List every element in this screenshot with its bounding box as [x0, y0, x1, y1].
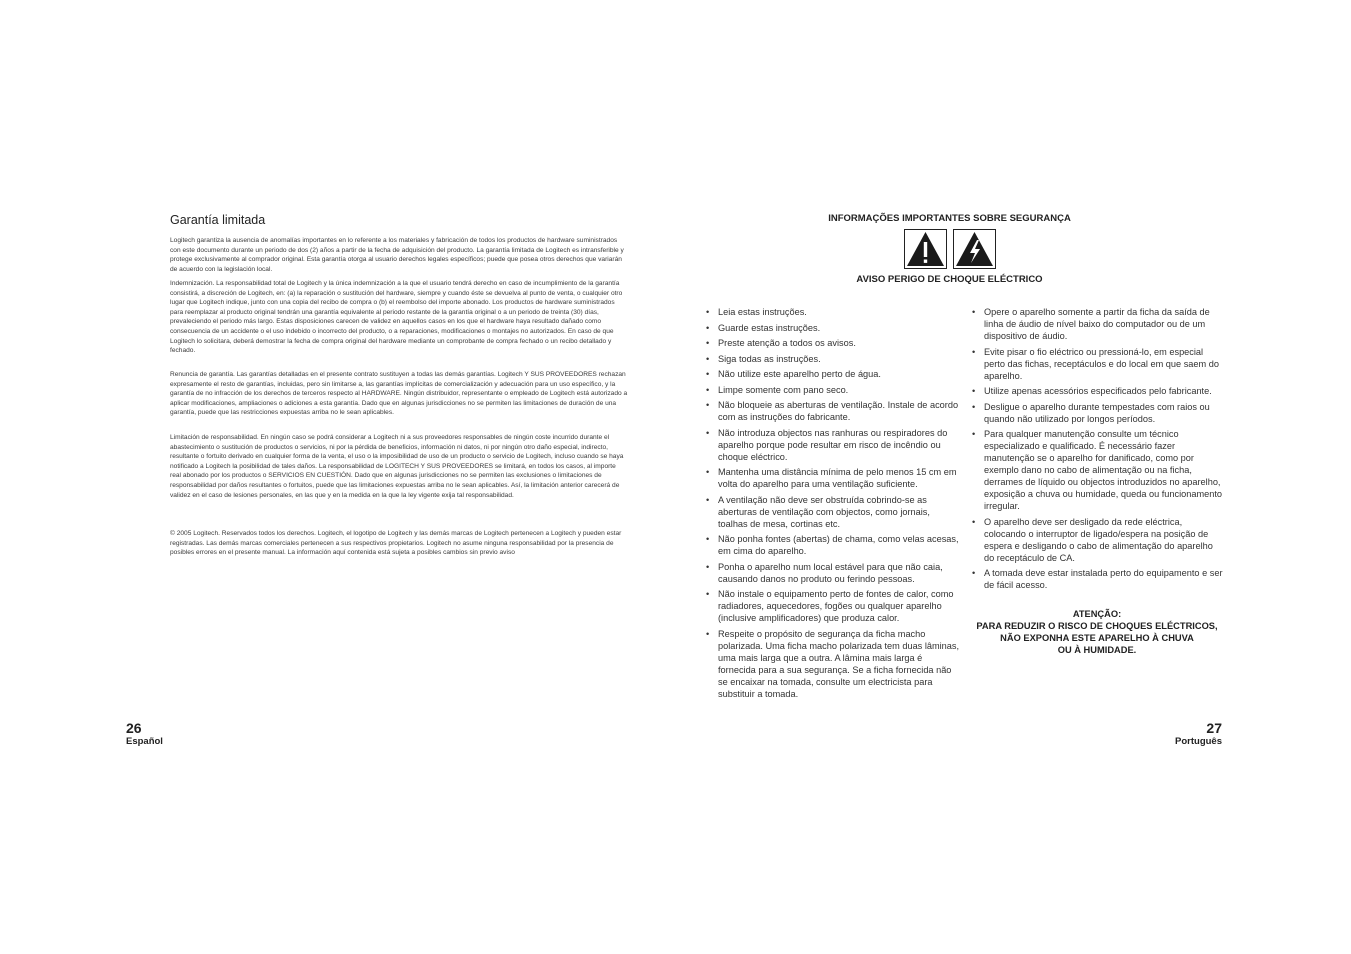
attention-notice: [965, 608, 1229, 656]
list-item: • Para qualquer manutenção consulte um técnico especializado e qualificado. É necessário fazer manutenção se o aparelho for danificado, como por exemplo dano no cabo de alimentação ou na ficha, derrames de líquido ou objectos introduzidos no aparelho, exposição a chuva ou humidade, queda ou funcionamento irregular.: [972, 428, 1224, 512]
warning-icons: [904, 229, 998, 271]
page-number-right: [1175, 720, 1222, 748]
page-number: 27: [1206, 720, 1222, 736]
list-item: • O aparelho deve ser desligado da rede eléctrica, colocando o interruptor de ligado/espera na posição de espera e desligando o cabo de alimentação do aparelho do receptáculo de CA.: [972, 516, 1224, 564]
warranty-paragraph-liability: Limitación de responsabilidad. En ningún caso se podrá considerar a Logitech ni a sus proveedores responsables de ningún coste incurrido durante el abastecimiento o sustitución de productos o servicios, ni por la pérdida de beneficios, información ni datos, ni por ningún otro daño especial, indirecto, resultante o fortuito derivado en cualquier forma de la venta, el uso o la imposibilidad de uso de un producto o servicio de Logitech, incluso cuando se haya notificado a Logitech la posibilidad de tales daños. La responsabilidad de LOGITECH Y SUS PROVEEDORES se limitará, en todos los casos, al importe real abonado por los productos o SERVICIOS EN CUESTIÓN. Dado que en algunas jurisdicciones no se permiten las exclusiones o limitaciones de responsabilidad por daños resultantes o fortuitos, puede que las limitaciones expuestas arriba no le sean aplicables. Así, la limitación anterior carecerá de validez en el caso de lesiones personales, en las que y en la medida en la que la ley vigente exija tal responsabilidad.: [170, 434, 624, 499]
page-number: 26: [126, 720, 142, 736]
list-item: • Evite pisar o fio eléctrico ou pressioná-lo, em especial perto das fichas, receptáculos e do local em que saem do aparelho.: [972, 346, 1224, 382]
list-item: • Opere o aparelho somente a partir da ficha da saída de linha de áudio de nível baixo do computador ou de um dispositivo de áudio.: [972, 306, 1224, 342]
list-item: • Não introduza objectos nas ranhuras ou respiradores do aparelho porque pode resultar em risco de incêndio ou choque eléctrico.: [706, 427, 962, 463]
list-item: • Respeite o propósito de segurança da ficha macho polarizada. Uma ficha macho polarizada tem duas lâminas, uma mais larga que a outra. A lâmina mais larga é fornecida para a sua segurança. Se a ficha fornecida não se encaixar na tomada, consulte um electricista para substituir a tomada.: [706, 628, 962, 700]
list-item: • Não instale o equipamento perto de fontes de calor, como radiadores, aquecedores, fogões ou qualquer aparelho (inclusive amplificadores) que produza calor.: [706, 588, 962, 624]
list-item: • Não utilize este aparelho perto de água.: [706, 368, 962, 380]
safety-list-column-1: [706, 306, 962, 703]
safety-title: INFORMAÇÕES IMPORTANTES SOBRE SEGURANÇA: [828, 213, 1071, 224]
list-item: • Limpe somente com pano seco.: [706, 384, 962, 396]
right-page-portuguese: [675, 0, 1351, 954]
left-page-spanish: [0, 0, 675, 954]
page-language: Español: [126, 736, 163, 747]
list-item: • Leia estas instruções.: [706, 306, 962, 318]
list-item: • A ventilação não deve ser obstruída cobrindo-se as aberturas de ventilação com objectos, como jornais, toalhas de mesa, cortinas etc.: [706, 494, 962, 530]
list-item: • Preste atenção a todos os avisos.: [706, 337, 962, 349]
lightning-triangle-icon: [953, 229, 996, 269]
list-item: • Não bloqueie as aberturas de ventilação. Instale de acordo com as instruções do fabricante.: [706, 399, 962, 423]
attention-line: ATENÇÃO:: [1072, 609, 1122, 619]
list-item: • Guarde estas instruções.: [706, 322, 962, 334]
list-item: • A tomada deve estar instalada perto do equipamento e ser de fácil acesso.: [972, 567, 1224, 591]
copyright-paragraph: © 2005 Logitech. Reservados todos los derechos. Logitech, el logotipo de Logitech y las demás marcas de Logitech pertenecen a Logitech y pueden estar registradas. Las demás marcas comerciales pertenecen a sus respectivos propietarios. Logitech no asume ninguna responsabilidad por la presencia de posibles errores en el presente manual. La información aquí contenida está sujeta a posibles cambios sin previo aviso: [170, 530, 622, 557]
warranty-paragraph-intro: Logitech garantiza la ausencia de anomalías importantes en lo referente a los materiales y fabricación de todos los productos de hardware suministrados con este documento durante un periodo de dos (2) años a partir de la fecha de adquisición del producto. La garantía limitada de Logitech es intransferible y protege exclusivamente al comprador original. Esta garantía otorga al usuario derechos legales específicos; puede que posea otros derechos que variarán de acuerdo con la legislación local.: [170, 237, 624, 273]
warranty-title: Garantía limitada: [170, 213, 266, 227]
warranty-paragraph-disclaimer: Renuncia de garantía. Las garantías detalladas en el presente contrato sustituyen a todas las demás garantías. Logitech Y SUS PROVEEDORES rechazan expresamente el resto de garantías, incluidas, pero sin limitarse a, las garantías implícitas de comercialización y adecuación para un uso específico, y la garantía de no infracción de los derechos de terceros respecto al HARDWARE. Ningún distribuidor, representante o empleado de Logitech está autorizado a aplicar modificaciones, ampliaciones o adiciones a esta garantía. Dado que en algunas jurisdicciones no se permiten las limitaciones de duración de una garantía, puede que las restricciones expuestas arriba no le sean aplicables.: [170, 371, 628, 417]
list-item: • Utilize apenas acessórios especificados pelo fabricante.: [972, 385, 1224, 397]
warranty-paragraph-indemnization: Indemnización. La responsabilidad total de Logitech y la única indemnización a la que el usuario tendrá derecho en caso de incumplimiento de la garantía consistirá, a discreción de Logitech, en: (a) la reparación o sustitución del hardware, siempre y cuando éste se devuelva al punto de venta, o cualquier otro lugar que Logitech indique, junto con una copia del recibo de compra o (b) el reembolso del importe abonado. Los productos de hardware suministrados para reemplazar al producto original tendrán una garantía equivalente al periodo restante de la garantía original o a un periodo de treinta (30) días, prevaleciendo el periodo más largo. Estas disposiciones carecen de validez en aquellos casos en los que el hardware haya resultado dañado como consecuencia de un accidente o el uso indebido o incorrecto del producto, o a reparaciones, modificaciones o montajes no autorizados. En caso de que Logitech lo solicitara, deberá demostrar la fecha de compra original del hardware mediante un comprobante de compra fechado o un recibo detallado y fechado.: [170, 280, 623, 355]
list-item: • Não ponha fontes (abertas) de chama, como velas acesas, em cima do aparelho.: [706, 533, 962, 557]
attention-line: PARA REDUZIR O RISCO DE CHOQUES ELÉCTRICOS,: [976, 621, 1218, 631]
page-language: Português: [1175, 736, 1222, 747]
page-number-left: [126, 720, 163, 748]
list-item: • Mantenha uma distância mínima de pelo menos 15 cm em volta do aparelho para uma ventilação suficiente.: [706, 466, 962, 490]
safety-list-column-2: [972, 306, 1224, 595]
list-item: • Desligue o aparelho durante tempestades com raios ou quando não utilizado por longos períodos.: [972, 401, 1224, 425]
list-item: • Siga todas as instruções.: [706, 353, 962, 365]
exclamation-triangle-icon: [904, 229, 947, 269]
attention-line: NÃO EXPONHA ESTE APARELHO À CHUVA: [1000, 633, 1194, 643]
list-item: • Ponha o aparelho num local estável para que não caia, causando danos no produto ou ferindo pessoas.: [706, 561, 962, 585]
attention-line: OU À HUMIDADE.: [1057, 645, 1137, 655]
shock-warning-title: AVISO PERIGO DE CHOQUE ELÉCTRICO: [856, 274, 1043, 285]
